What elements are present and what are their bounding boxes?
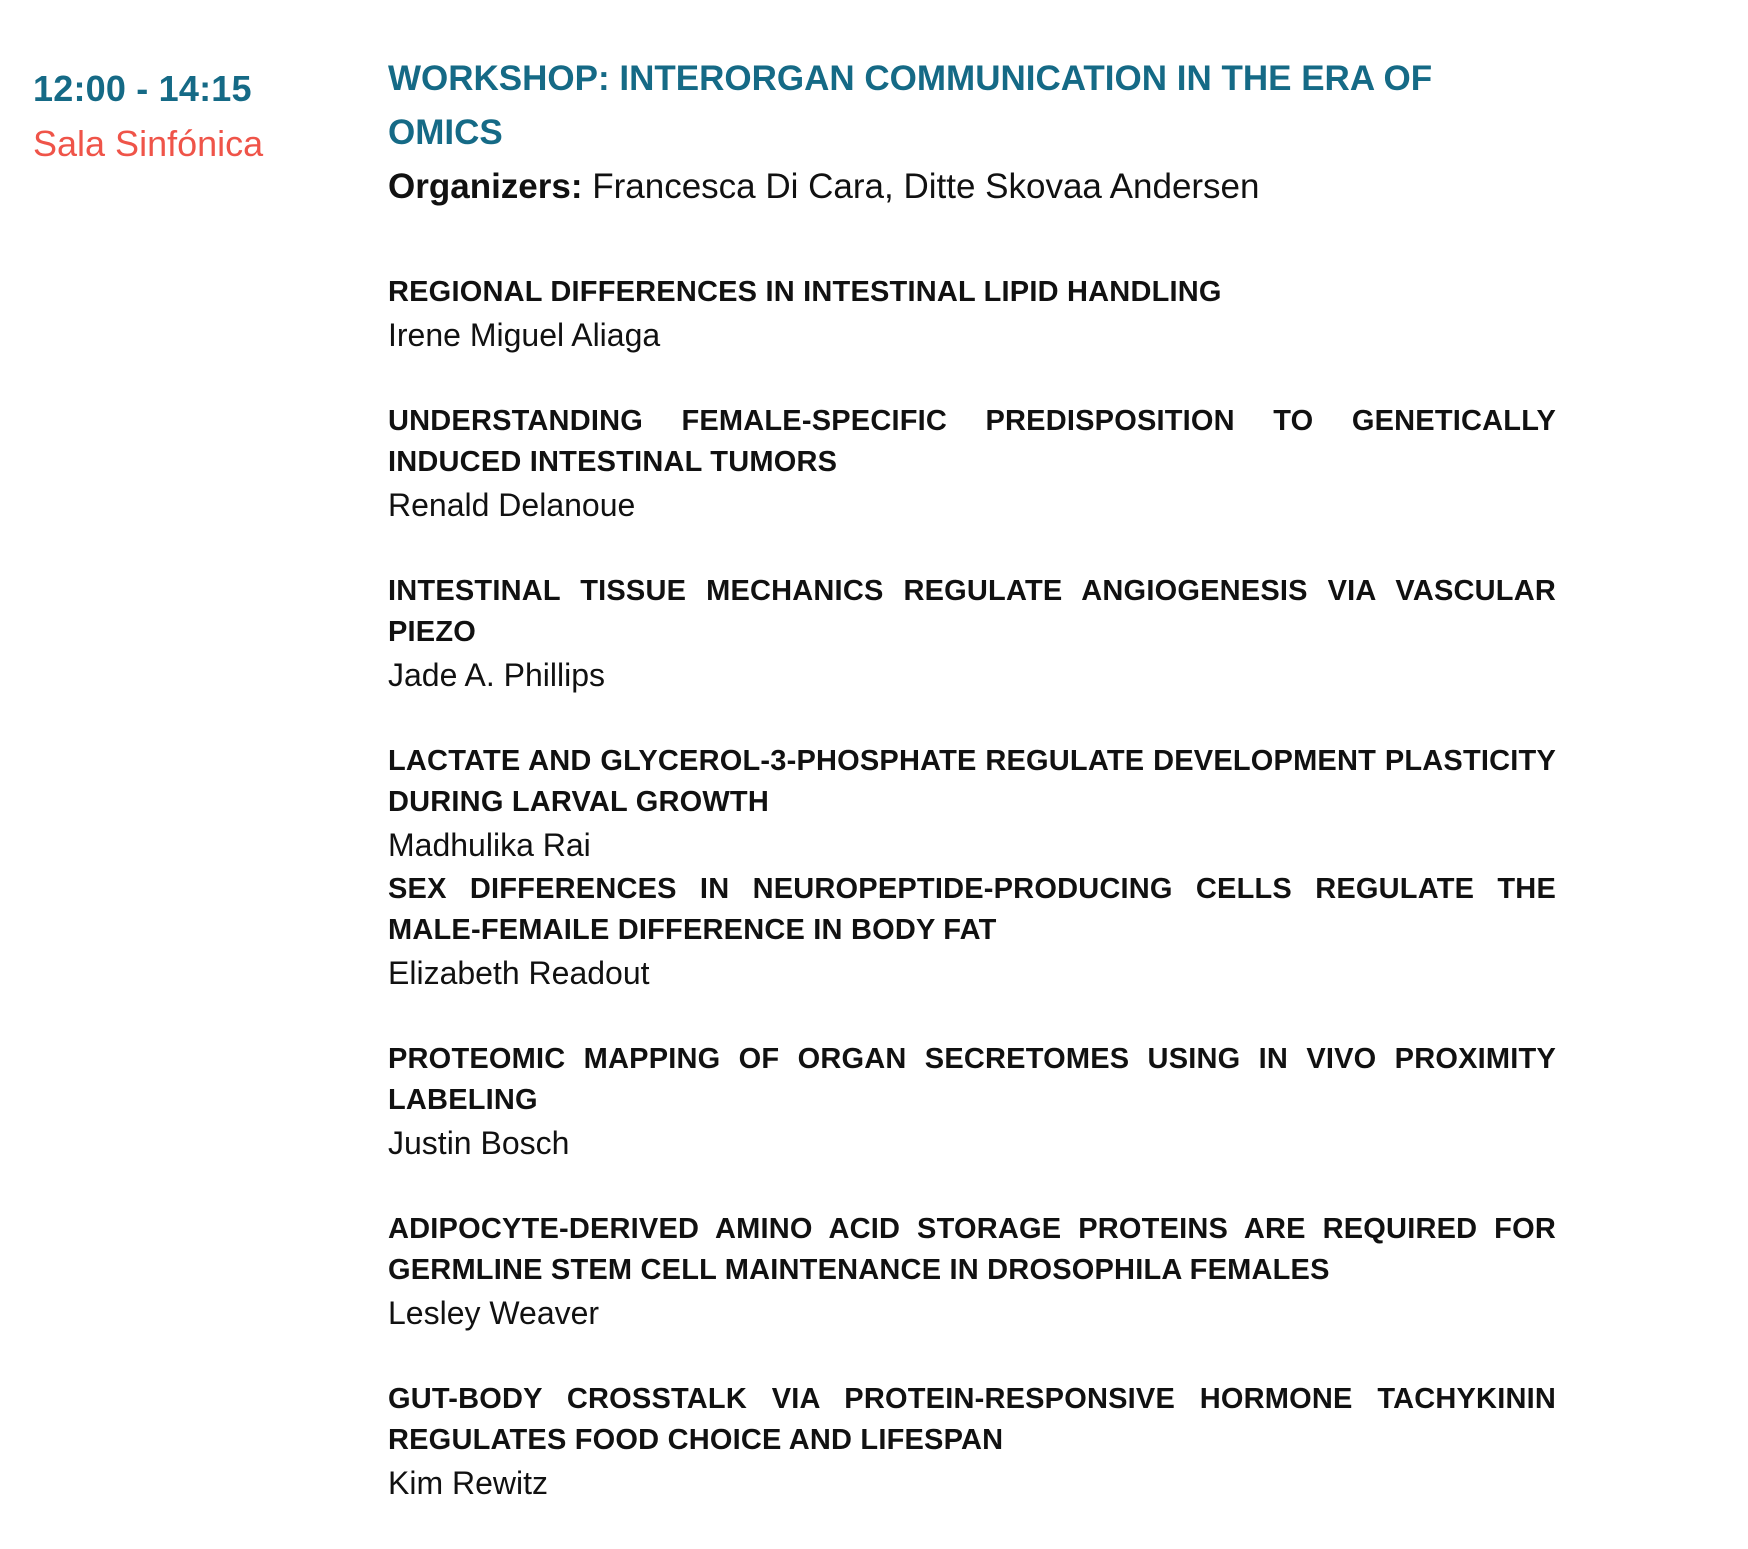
talk-speaker: Elizabeth Readout [388,955,650,991]
talk-speaker: Lesley Weaver [388,1295,600,1331]
talk-speaker: Jade A. Phillips [388,657,606,693]
talk-speaker: Renald Delanoue [388,487,636,523]
talk-item [388,571,1556,697]
talk-item [388,741,1556,867]
talk-item [388,869,1556,995]
talk-speaker: Kim Rewitz [388,1465,549,1501]
talk-title: LACTATE AND GLYCEROL-3-PHOSPHATE REGULATE DEVELOPMENT PLASTICITY DURING LARVAL GROWTH [388,745,1556,818]
talk-item [388,401,1556,527]
session-time: 12:00 - 14:15 [33,68,252,109]
talk-title: UNDERSTANDING FEMALE-SPECIFIC PREDISPOSITION TO GENETICALLY INDUCED INTESTINAL TUMORS [388,405,1556,478]
talk-list [388,272,1556,1505]
workshop-title: WORKSHOP: INTERORGAN COMMUNICATION IN THE ERA OF OMICS [388,59,1433,152]
talk-speaker: Irene Miguel Aliaga [388,317,661,353]
talk-item [388,1209,1556,1335]
talk-item [388,1379,1556,1505]
organizers-label: Organizers: [388,167,583,206]
talk-title: INTESTINAL TISSUE MECHANICS REGULATE ANGIOGENESIS VIA VASCULAR PIEZO [388,575,1556,648]
talk-title: PROTEOMIC MAPPING OF ORGAN SECRETOMES USING IN VIVO PROXIMITY LABELING [388,1043,1556,1116]
session-room: Sala Sinfónica [33,123,264,164]
talk-title: ADIPOCYTE-DERIVED AMINO ACID STORAGE PROTEINS ARE REQUIRED FOR GERMLINE STEM CELL MAINTENANCE IN DROSOPHILA FEMALES [388,1213,1556,1286]
talk-item [388,1039,1556,1165]
talk-item [388,272,1556,357]
talk-speaker: Madhulika Rai [388,827,591,863]
talk-title: SEX DIFFERENCES IN NEUROPEPTIDE-PRODUCING CELLS REGULATE THE MALE-FEMAILE DIFFERENCE IN BODY FAT [388,873,1556,946]
talk-title: REGIONAL DIFFERENCES IN INTESTINAL LIPID HANDLING [388,276,1222,308]
talk-title: GUT-BODY CROSSTALK VIA PROTEIN-RESPONSIVE HORMONE TACHYKININ REGULATES FOOD CHOICE AND LIFESPAN [388,1383,1556,1456]
talk-speaker: Justin Bosch [388,1125,570,1161]
organizers-line [388,160,1556,214]
session-info [33,62,363,172]
organizers-names: Francesca Di Cara, Ditte Skovaa Andersen [592,167,1260,206]
workshop-details [388,52,1556,1549]
